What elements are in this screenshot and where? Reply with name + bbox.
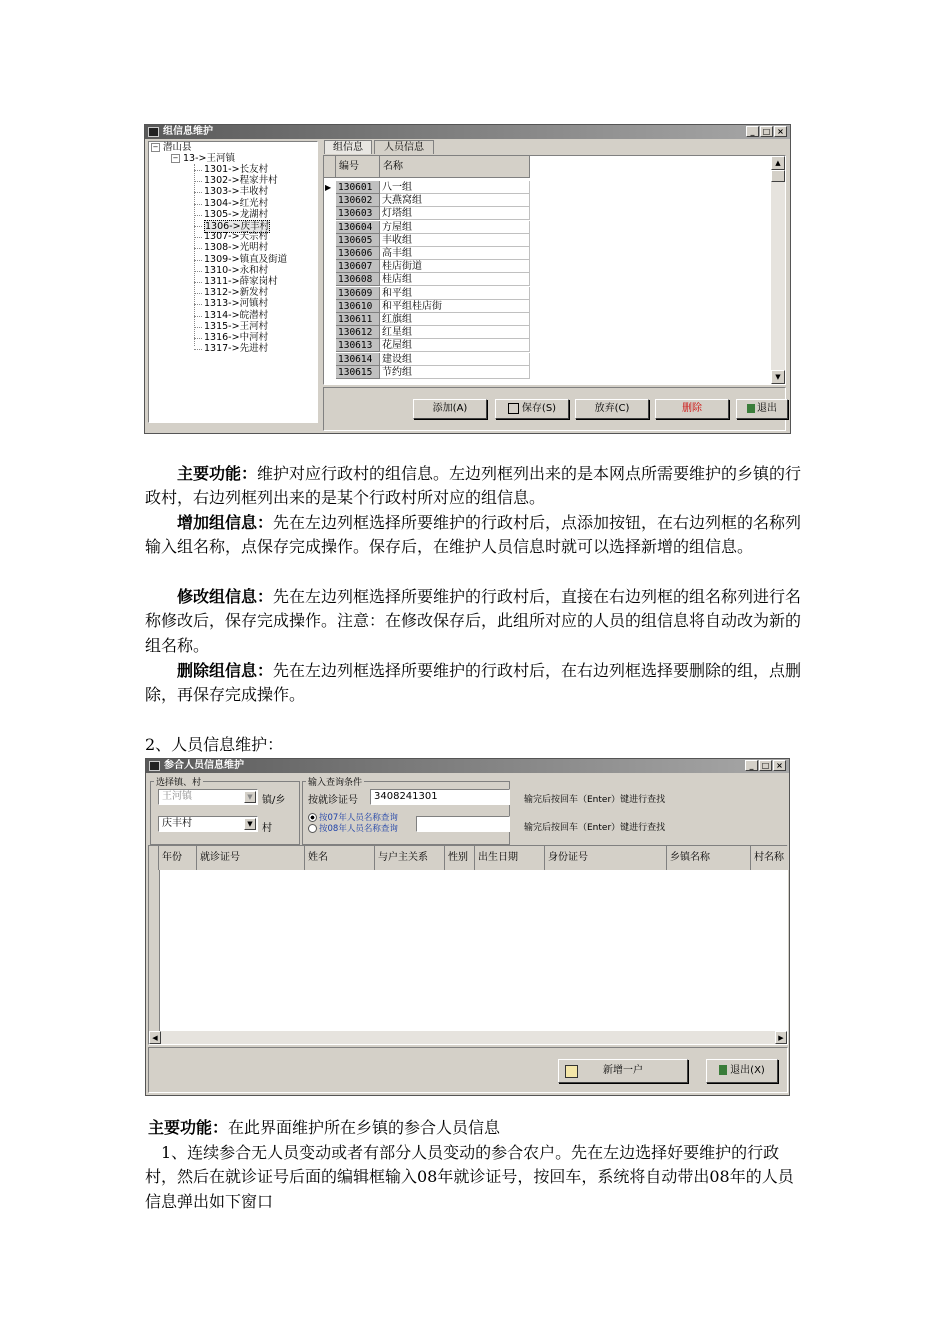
tree-village-item[interactable]: 1305->龙湖村: [204, 208, 269, 220]
cell-code[interactable]: 130604: [336, 221, 380, 234]
tree-connector: [194, 304, 202, 305]
cell-code[interactable]: 130609: [336, 287, 380, 300]
cell-name[interactable]: 红星组: [380, 326, 530, 339]
tree-village-item[interactable]: 1317->先进村: [204, 343, 269, 355]
enter-hint-2: 输完后按回车（Enter）键进行查找: [524, 823, 666, 833]
column-header[interactable]: 就诊证号: [197, 846, 305, 870]
village-suffix-label: 村: [262, 823, 272, 834]
tab-strip: [322, 140, 788, 155]
cell-code[interactable]: 130612: [336, 326, 380, 339]
town-select[interactable]: 王河镇 ▼: [158, 789, 258, 805]
radio-icon[interactable]: [308, 824, 317, 833]
cell-name[interactable]: 方屋组: [380, 221, 530, 234]
cell-code[interactable]: 130613: [336, 339, 380, 352]
radio-08[interactable]: 按08年人员名称查询: [308, 822, 398, 834]
window-title: 组信息维护: [163, 126, 213, 137]
tree-village-item[interactable]: 1313->河镇村: [204, 298, 269, 310]
column-header[interactable]: 身份证号: [545, 846, 667, 870]
cell-code[interactable]: 130608: [336, 273, 380, 286]
cell-name[interactable]: 节约组: [380, 366, 530, 379]
tree-connector: [194, 282, 202, 283]
vertical-scrollbar[interactable]: [771, 156, 785, 384]
collapse-icon[interactable]: −: [172, 154, 179, 162]
close-button[interactable]: ×: [774, 126, 787, 137]
add-button[interactable]: 添加(A): [413, 399, 487, 419]
cell-name[interactable]: 丰收组: [380, 234, 530, 247]
tree-root[interactable]: − 潜山县: [152, 142, 192, 153]
minimize-button[interactable]: _: [746, 126, 759, 137]
chevron-down-icon[interactable]: ▼: [244, 818, 256, 830]
tree-village-item[interactable]: 1309->镇直及街道: [204, 253, 288, 265]
cell-code[interactable]: 130611: [336, 313, 380, 326]
tab-person-info[interactable]: 人员信息: [374, 140, 434, 154]
maximize-button[interactable]: □: [760, 126, 773, 137]
add-household-icon: [565, 1065, 578, 1078]
cell-name[interactable]: 桂店组: [380, 273, 530, 286]
exit-door-icon: [747, 404, 755, 413]
cell-name[interactable]: 花屋组: [380, 339, 530, 352]
table-row[interactable]: [324, 194, 530, 207]
column-header-name[interactable]: 名称: [380, 156, 530, 178]
tree-village-item[interactable]: 1302->程家井村: [204, 175, 278, 187]
cell-name[interactable]: 建设组: [380, 353, 530, 366]
tree-connector: [194, 248, 202, 249]
new-household-button[interactable]: 新增一户: [558, 1059, 688, 1083]
column-header[interactable]: 姓名: [305, 846, 375, 870]
cell-code[interactable]: 130614: [336, 353, 380, 366]
tree-connector: [194, 293, 202, 294]
tree-village-item[interactable]: 1312->新发村: [204, 287, 269, 299]
tree-connector: [194, 170, 202, 171]
tree-town[interactable]: − 13->王河镇: [172, 153, 235, 164]
table-row[interactable]: [324, 313, 530, 326]
cell-code[interactable]: 130605: [336, 234, 380, 247]
cell-name[interactable]: 红旗组: [380, 313, 530, 326]
column-header[interactable]: 年份: [159, 846, 197, 870]
town-suffix-label: 镇/乡: [262, 795, 286, 806]
paragraph-main-function: 主要功能：维护对应行政村的组信息。左边列框列出来的是本网点所需要维护的乡镇的行政村，右边列框列出来的是某个行政村所对应的组信息。: [145, 464, 802, 508]
tree-connector: [194, 338, 202, 339]
tree-connector: [194, 215, 202, 216]
table-row[interactable]: [324, 353, 530, 366]
table-row[interactable]: [324, 339, 530, 352]
tree-connector: [194, 271, 202, 272]
tree-village-item[interactable]: 1303->丰收村: [204, 186, 269, 198]
horizontal-scrollbar[interactable]: [149, 1031, 787, 1044]
village-tree[interactable]: [148, 141, 318, 423]
group-label-town-village: 选择镇、村: [154, 775, 203, 788]
paragraph-add-group: 增加组信息：先在左边列框选择所要维护的行政村后，点添加按钮，在右边列框的名称列输入组名称，点保存完成操作。保存后，在维护人员信息时就可以选择新增的组信息。: [145, 513, 802, 557]
table-row[interactable]: [324, 247, 530, 260]
radio-selected-icon[interactable]: [308, 813, 317, 822]
group-grid[interactable]: [323, 155, 786, 385]
tree-village-item[interactable]: 1304->红光村: [204, 197, 269, 209]
window-title: 参合人员信息维护: [164, 760, 244, 771]
table-row[interactable]: [324, 366, 530, 379]
exit-button[interactable]: 退出: [736, 399, 788, 419]
column-header[interactable]: 性别: [445, 846, 475, 870]
tree-connector: [194, 226, 202, 227]
table-row[interactable]: [324, 260, 530, 273]
cell-code[interactable]: 130610: [336, 300, 380, 313]
cell-code[interactable]: 130607: [336, 260, 380, 273]
table-row[interactable]: [324, 287, 530, 300]
tree-village-item[interactable]: 1315->王河村: [204, 320, 269, 332]
exit-button[interactable]: 退出(X): [706, 1059, 778, 1083]
row-indicator-column: [149, 870, 160, 1034]
table-row[interactable]: [324, 234, 530, 247]
tree-connector: [194, 237, 202, 238]
current-row-marker: ▶: [325, 183, 332, 192]
tree-connector: [194, 192, 202, 193]
card-number-input[interactable]: 3408241301: [370, 789, 510, 805]
column-header[interactable]: 出生日期: [475, 846, 545, 870]
radio-07[interactable]: 按07年人员名称查询: [308, 811, 398, 823]
close-button[interactable]: ×: [773, 760, 786, 771]
window-title-bar: [145, 125, 790, 139]
delete-button[interactable]: 删除: [655, 399, 729, 419]
tree-village-item[interactable]: 1307->天宗村: [204, 231, 269, 243]
tree-connector: [194, 164, 195, 346]
app-icon: [148, 127, 159, 137]
scroll-down-arrow[interactable]: ▼: [771, 370, 785, 384]
tree-connector: [194, 349, 202, 350]
table-row[interactable]: [324, 181, 530, 194]
scroll-left-arrow[interactable]: ◀: [149, 1031, 161, 1044]
tab-group-info[interactable]: 组信息: [324, 140, 372, 154]
paragraph-continuous-enrollment: 1、连续参合无人员变动或者有部分人员变动的参合农户。先在左边选择好要维护的行政村，然后在就诊证号后面的编辑框输入08年就诊证号，按回车，系统将自动带出08年的人员信息弹出如下窗口: [145, 1143, 794, 1211]
tree-connector: [194, 327, 202, 328]
table-row[interactable]: [324, 300, 530, 313]
cell-name[interactable]: 和平组: [380, 287, 530, 300]
save-button[interactable]: 保存(S): [495, 399, 569, 419]
tree-village-item[interactable]: 1310->永和村: [204, 264, 269, 276]
tree-village-item[interactable]: 1306->庆丰村: [205, 221, 270, 232]
exit-door-icon: [719, 1065, 727, 1075]
collapse-icon[interactable]: −: [152, 143, 159, 151]
member-grid[interactable]: [148, 845, 788, 1045]
cell-name[interactable]: 高丰组: [380, 247, 530, 260]
name-query-input[interactable]: [416, 816, 510, 832]
cell-name[interactable]: 大燕窝组: [380, 194, 530, 207]
column-header-code[interactable]: 编号: [336, 156, 380, 178]
table-row[interactable]: [324, 273, 530, 286]
cell-code[interactable]: 130602: [336, 194, 380, 207]
table-row[interactable]: [324, 221, 530, 234]
table-row[interactable]: [324, 326, 530, 339]
tree-connector: [194, 204, 202, 205]
cell-code[interactable]: 130601: [336, 181, 380, 194]
tree-village-item[interactable]: 1316->中河村: [204, 332, 269, 343]
window-title-bar: [146, 759, 789, 773]
button-bar: [148, 1047, 788, 1093]
group-label-query: 输入查询条件: [306, 775, 364, 788]
column-header[interactable]: 乡镇名称: [667, 846, 751, 870]
cancel-button[interactable]: 放弃(C): [575, 399, 649, 419]
member-info-window: [145, 758, 790, 1096]
enter-hint-1: 输完后按回车（Enter）键进行查找: [524, 795, 666, 805]
maximize-button[interactable]: □: [759, 760, 772, 771]
scroll-thumb[interactable]: [771, 170, 785, 182]
scroll-up-arrow[interactable]: ▲: [771, 156, 785, 170]
minimize-button[interactable]: _: [745, 760, 758, 771]
section-heading: 2、人员信息维护：: [145, 735, 284, 754]
tree-connector: [194, 260, 202, 261]
tree-village-item[interactable]: 1301->长友村: [204, 164, 269, 175]
paragraph-edit-group: 修改组信息：先在左边列框选择所要维护的行政村后，直接在右边列框的组名称列进行名称修改后，保存完成操作。注意：在修改保存后，此组所对应的人员的组信息将自动改为新的组名称。: [145, 587, 802, 655]
app-icon: [149, 761, 160, 771]
scroll-right-arrow[interactable]: ▶: [775, 1031, 787, 1044]
column-header[interactable]: 村名称: [751, 846, 790, 870]
tree-village-item[interactable]: 1311->薛家岗村: [204, 276, 278, 287]
group-info-window: [144, 124, 791, 434]
paragraph-delete-group: 删除组信息：先在左边列框选择所要维护的行政村后，在右边列框选择要删除的组，点删除，再保存完成操作。: [145, 661, 802, 705]
cell-code[interactable]: 130606: [336, 247, 380, 260]
cell-name[interactable]: 灯塔组: [380, 207, 530, 220]
tree-connector: [194, 316, 202, 317]
cell-code[interactable]: 130603: [336, 207, 380, 220]
cell-name[interactable]: 桂店街道: [380, 260, 530, 273]
column-header-marker: [324, 156, 336, 178]
floppy-icon: [508, 403, 519, 414]
cell-name[interactable]: 八一组: [380, 181, 530, 194]
tree-village-item[interactable]: 1308->光明村: [204, 242, 269, 254]
cell-code[interactable]: 130615: [336, 366, 380, 379]
card-number-label: 按就诊证号: [308, 795, 358, 806]
tree-village-item[interactable]: 1314->皖潜村: [204, 309, 269, 321]
paragraph-member-main-function: 主要功能：在此界面维护所在乡镇的参合人员信息: [148, 1118, 501, 1137]
column-header[interactable]: 与户主关系: [375, 846, 445, 870]
column-header-marker: [149, 846, 159, 870]
chevron-down-icon[interactable]: ▼: [244, 791, 256, 803]
tree-connector: [194, 181, 202, 182]
table-row[interactable]: [324, 207, 530, 220]
cell-name[interactable]: 和平组桂店街: [380, 300, 530, 313]
village-select[interactable]: 庆丰村 ▼: [158, 816, 258, 832]
